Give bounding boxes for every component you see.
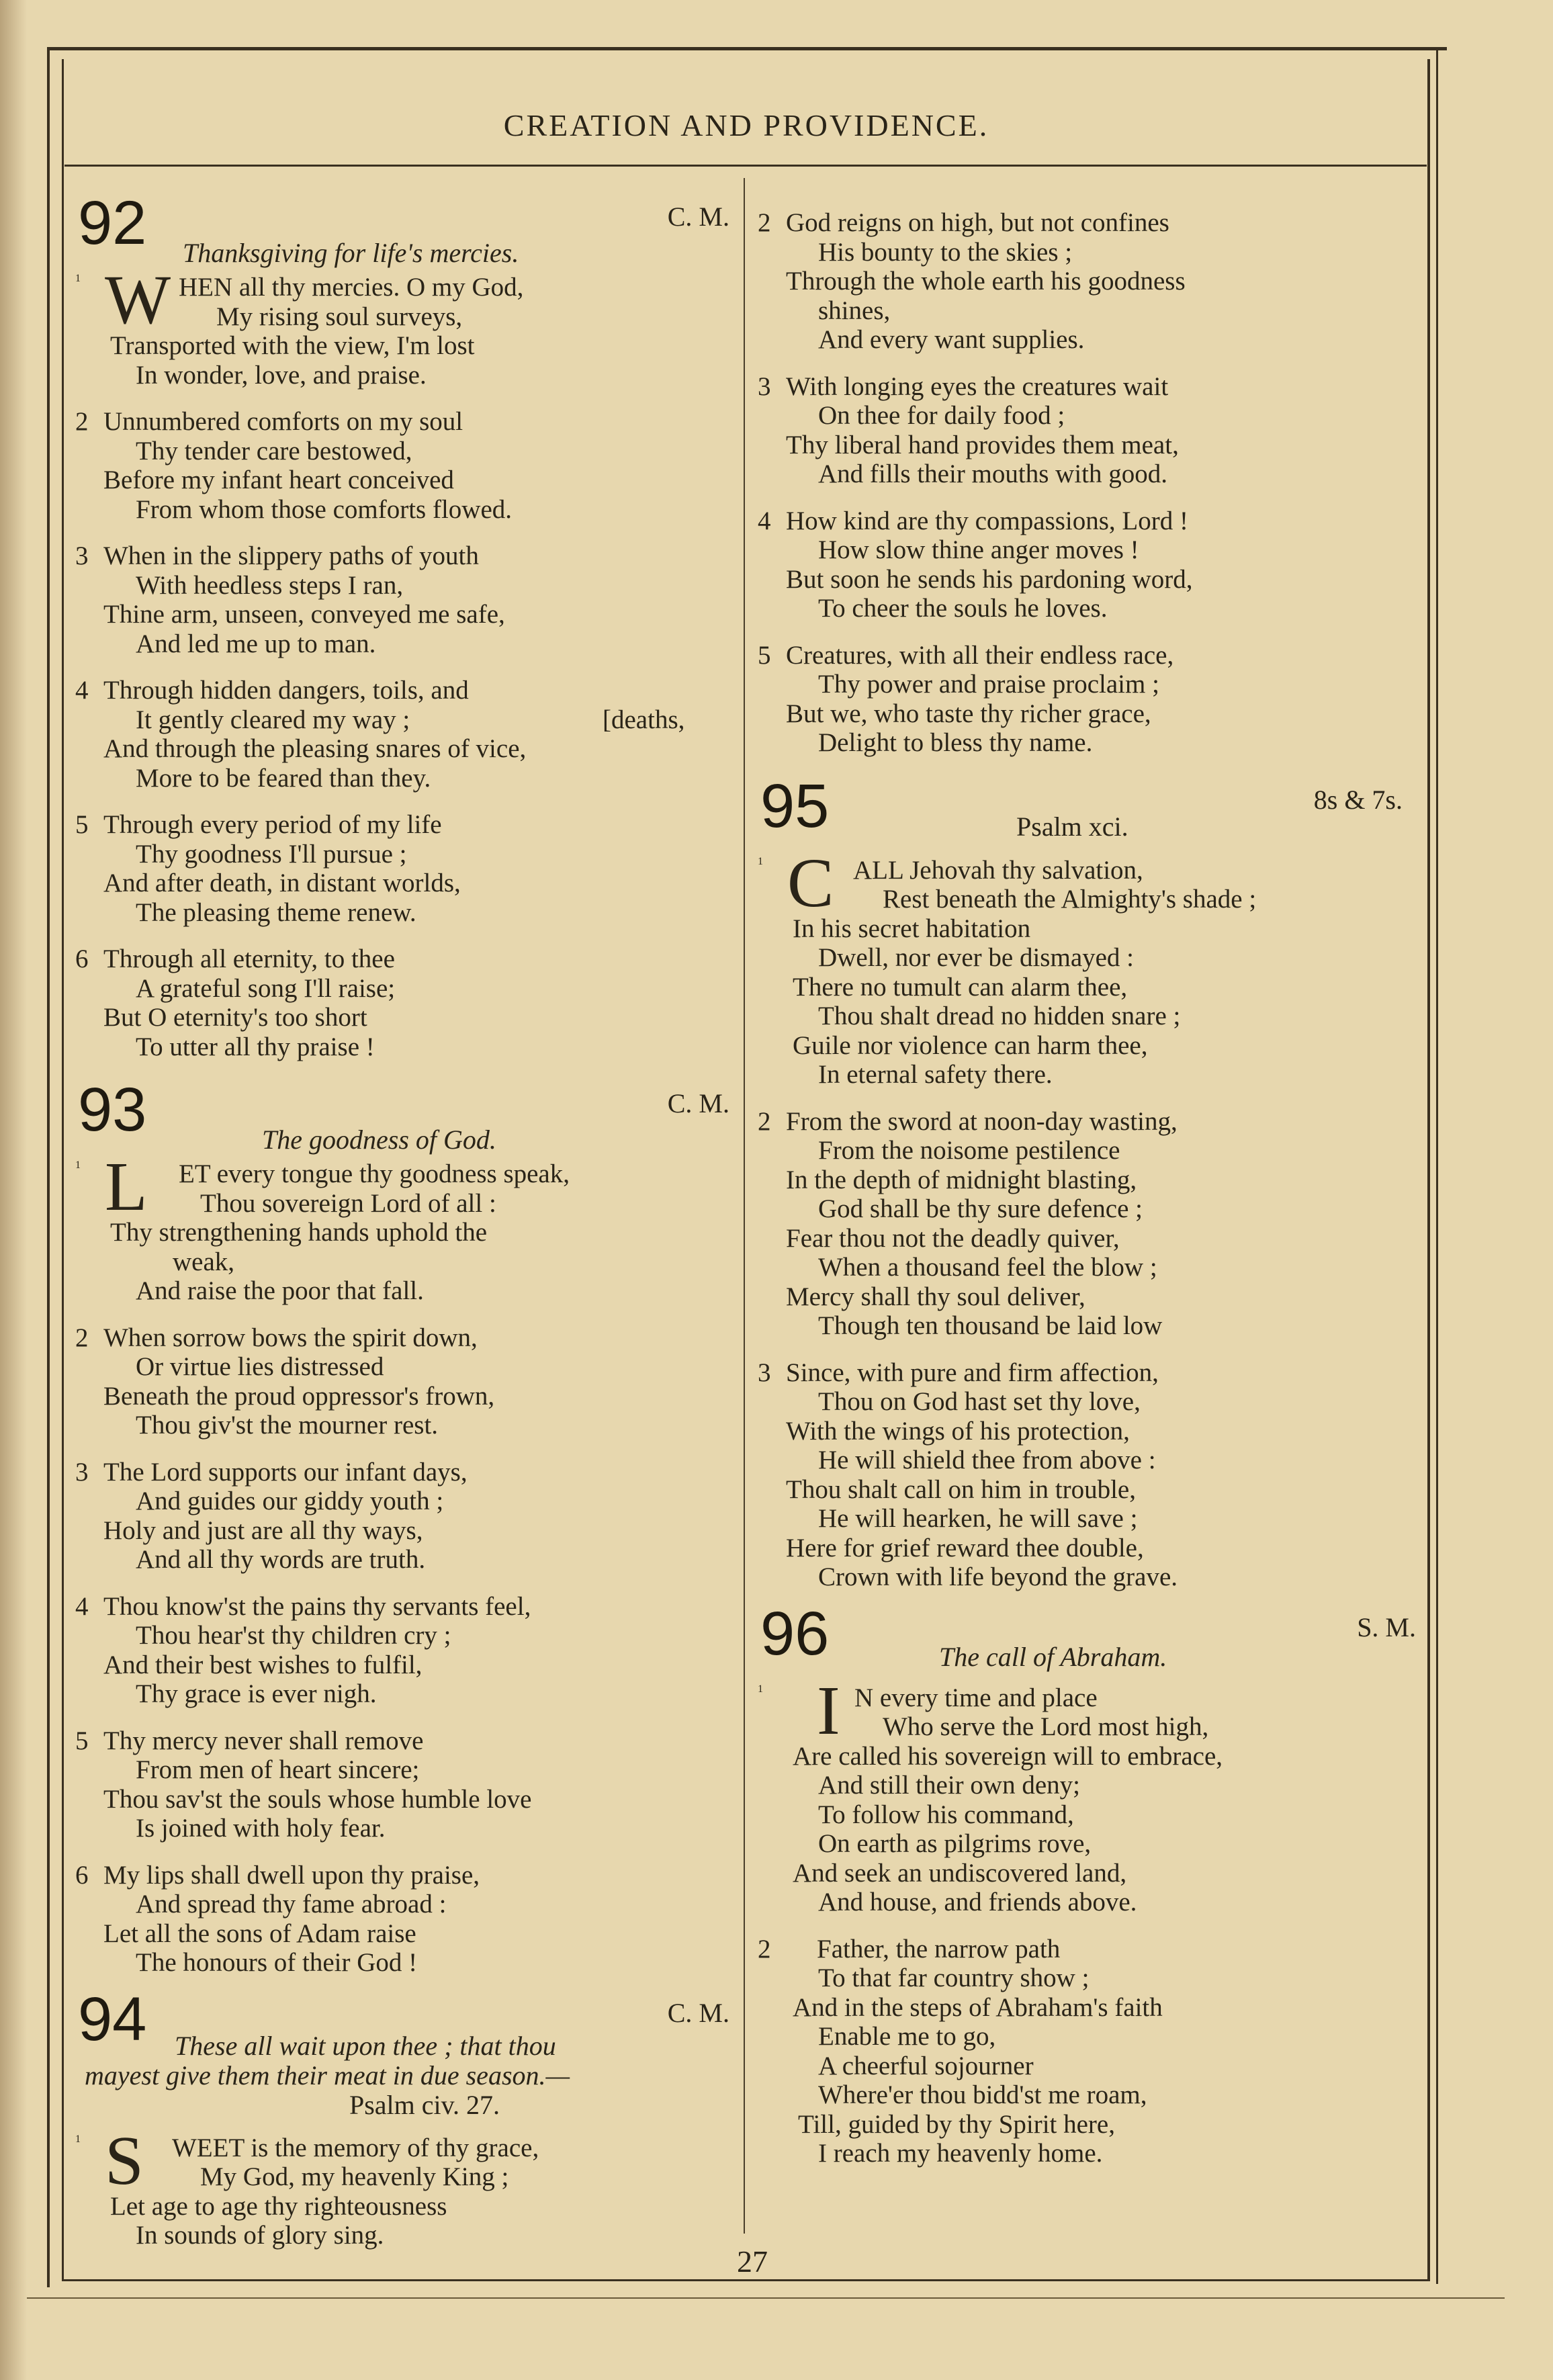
- verse-line: Where'er thou bidd'st me roam,: [818, 2080, 1147, 2109]
- verse-line: Crown with life beyond the grave.: [818, 1562, 1178, 1591]
- running-head: CREATION AND PROVIDENCE.: [503, 108, 989, 142]
- verse-line: Here for grief reward thee double,: [786, 1533, 1144, 1562]
- page-edge-stain: [0, 0, 27, 2380]
- verse-line: And their best wishes to fulfil,: [103, 1650, 423, 1679]
- stanza-number: 1: [75, 273, 81, 284]
- stanza: [75, 1148, 734, 1306]
- verse-line: To that far country show ;: [818, 1964, 1090, 1992]
- stanza: [75, 541, 734, 658]
- verse-line: And led me up to man.: [136, 629, 376, 658]
- verse-line: There no tumult can alarm thee,: [793, 972, 1128, 1002]
- stanza-number: 3: [758, 1358, 771, 1387]
- stanza: [758, 208, 1423, 355]
- verse-line: A cheerful sojourner: [818, 2051, 1034, 2080]
- verse-line: Delight to bless thy name.: [818, 728, 1093, 757]
- verse-line: Till, guided by thy Spirit here,: [798, 2109, 1115, 2139]
- verse-line: Thy mercy never shall remove: [103, 1726, 424, 1755]
- verse-line: Through hidden dangers, toils, and: [103, 676, 469, 705]
- verse-line: The pleasing theme renew.: [136, 897, 416, 927]
- stanza: [75, 1726, 734, 1843]
- verse-line: Before my infant heart conceived: [103, 466, 454, 494]
- page-number: 27: [737, 2244, 768, 2279]
- verse-line: The Lord supports our infant days,: [103, 1457, 468, 1487]
- verse-line: How kind are thy compassions, Lord !: [786, 506, 1188, 535]
- verse-line: On earth as pilgrims rove,: [818, 1829, 1092, 1858]
- verse-line: Thy grace is ever nigh.: [136, 1679, 377, 1708]
- verse-line: Thou sav'st the souls whose humble love: [103, 1784, 532, 1814]
- verse-line: Or virtue lies distressed: [136, 1352, 384, 1381]
- verse-line: Are called his sovereign will to embrace,: [793, 1741, 1223, 1771]
- hymn-header: [758, 1599, 1423, 1674]
- stanza-number: 2: [75, 407, 89, 436]
- bottom-rule: [27, 2297, 1505, 2299]
- stanza-number: 5: [75, 1726, 89, 1755]
- verse-line: My God, my heavenly King ;: [200, 2162, 509, 2191]
- verse-line: To cheer the souls he loves.: [818, 594, 1108, 623]
- stanza-number: 1: [75, 2133, 81, 2145]
- stanza-number: 4: [75, 676, 89, 705]
- verse-line: But soon he sends his pardoning word,: [786, 564, 1193, 594]
- verse-line: And all thy words are truth.: [136, 1545, 426, 1574]
- verse-line: When sorrow bows the spirit down,: [103, 1323, 478, 1352]
- verse-line: And raise the poor that fall.: [136, 1276, 424, 1305]
- verse-line: I reach my heavenly home.: [818, 2139, 1103, 2168]
- verse-line: Who serve the Lord most high,: [883, 1712, 1209, 1741]
- verse-line: In eternal safety there.: [818, 1060, 1053, 1089]
- verse-line: HEN all thy mercies. O my God,: [179, 273, 524, 302]
- verse-line: When a thousand feel the blow ;: [818, 1253, 1157, 1282]
- verse-line: weak,: [173, 1247, 235, 1276]
- hymn-header: [75, 189, 734, 268]
- stanza: [758, 1671, 1423, 1917]
- verse-line: And every want supplies.: [818, 325, 1085, 354]
- hymn-number: 93: [78, 1075, 147, 1144]
- stanza: [75, 676, 734, 793]
- verse-line: Enable me to go,: [818, 2022, 996, 2051]
- hymn-meter: C. M.: [667, 1997, 729, 2028]
- verse-line: Holy and just are all thy ways,: [103, 1515, 423, 1545]
- verse-line: His bounty to the skies ;: [818, 237, 1073, 267]
- verse-line: But we, who taste thy richer grace,: [786, 699, 1151, 728]
- verse-line-text: It gently cleared my way ;: [136, 705, 410, 734]
- verse-line: God reigns on high, but not confines: [786, 208, 1169, 237]
- verse-line: ET every tongue thy goodness speak,: [179, 1159, 570, 1188]
- verse-line: Fear thou not the deadly quiver,: [786, 1223, 1120, 1253]
- stanza-number: 1: [758, 1683, 763, 1695]
- verse-line: Thou know'st the pains thy servants feel,: [103, 1591, 531, 1621]
- hymn-94: [75, 1984, 734, 2250]
- drop-cap: I: [817, 1671, 840, 1749]
- hymn-93: [75, 1075, 734, 1978]
- verse-line: Thy goodness I'll pursue ;: [136, 839, 407, 869]
- stanza: [758, 1358, 1423, 1592]
- stanza-number: 2: [758, 1106, 771, 1136]
- stanza: [75, 1861, 734, 1978]
- hymn-epigraph: These all wait upon thee ; that thou: [175, 2030, 556, 2061]
- verse-line: Thou hear'st thy children cry ;: [136, 1621, 451, 1650]
- verse-line: Thou shalt dread no hidden snare ;: [818, 1002, 1181, 1030]
- stanza-number: 6: [75, 944, 89, 973]
- verse-line: Unnumbered comforts on my soul: [103, 407, 463, 436]
- stanza: [75, 1592, 734, 1709]
- verse-line: Thou shalt call on him in trouble,: [786, 1474, 1136, 1504]
- verse-line: God shall be thy sure defence ;: [818, 1194, 1143, 1223]
- hymn-94-continued: [758, 208, 1423, 758]
- stanza: [758, 1935, 1423, 2168]
- drop-cap: C: [787, 844, 834, 922]
- verse-line: But O eternity's too short: [103, 1003, 367, 1032]
- verse-line: Though ten thousand be laid low: [818, 1311, 1163, 1340]
- stanza-number: 2: [758, 208, 771, 237]
- stanza: [758, 1107, 1423, 1341]
- right-column: [758, 202, 1423, 2186]
- verse-line: Transported with the view, I'm lost: [110, 331, 475, 360]
- verse-line: And guides our giddy youth ;: [136, 1487, 444, 1515]
- hymn-meter: S. M.: [1357, 1612, 1416, 1642]
- verse-line: My rising soul surveys,: [216, 302, 463, 331]
- verse-line: Thou giv'st the mourner rest.: [136, 1411, 439, 1440]
- verse-line: In wonder, love, and praise.: [136, 360, 427, 390]
- hymn-95: [758, 771, 1423, 1592]
- verse-line: Guile nor violence can harm thee,: [793, 1030, 1148, 1060]
- verse-line: Thy power and praise proclaim ;: [818, 670, 1159, 699]
- drop-cap: S: [105, 2121, 144, 2199]
- hymn-title: Thanksgiving for life's mercies.: [183, 238, 519, 268]
- stanza: [758, 844, 1423, 1090]
- hymn-meter: 8s & 7s.: [1313, 784, 1403, 815]
- verse-line: And spread thy fame abroad :: [136, 1890, 447, 1919]
- verse-line: In the depth of midnight blasting,: [786, 1165, 1137, 1194]
- stanza-number: 5: [758, 640, 771, 670]
- verse-line: Creatures, with all their endless race,: [786, 640, 1174, 670]
- verse-line: Let all the sons of Adam raise: [103, 1919, 416, 1948]
- verse-line: With heedless steps I ran,: [136, 570, 404, 600]
- stanza: [758, 641, 1423, 758]
- verse-line: And through the pleasing snares of vice,: [103, 734, 527, 763]
- verse-line: With the wings of his protection,: [786, 1416, 1130, 1446]
- verse-line: Through the whole earth his goodness: [786, 267, 1186, 296]
- hymn-title: The call of Abraham.: [939, 1641, 1167, 1672]
- hymn-header: [758, 771, 1423, 846]
- verse-line: WEET is the memory of thy grace,: [172, 2133, 539, 2162]
- verse-line: Thine arm, unseen, conveyed me safe,: [103, 600, 505, 629]
- verse-line: He will hearken, he will save ;: [818, 1504, 1138, 1533]
- drop-cap: L: [105, 1148, 148, 1225]
- stanza: [75, 2121, 734, 2250]
- hymn-title: The goodness of God.: [262, 1125, 496, 1155]
- verse-line: And after death, in distant worlds,: [103, 869, 461, 897]
- hymn-92: [75, 189, 734, 1061]
- turnover-word: [deaths,: [603, 705, 685, 734]
- verse-line: Father, the narrow path: [817, 1934, 1061, 1964]
- stanza: [758, 372, 1423, 489]
- verse-line: ALL Jehovah thy salvation,: [853, 855, 1143, 885]
- verse-line: From whom those comforts flowed.: [136, 494, 513, 524]
- verse-line: Is joined with holy fear.: [136, 1814, 386, 1843]
- verse-line: Thy tender care bestowed,: [136, 436, 412, 466]
- stanza-number: 3: [758, 371, 771, 401]
- stanza: [758, 506, 1423, 623]
- verse-line: From men of heart sincere;: [136, 1755, 420, 1784]
- verse-line: Let age to age thy righteousness: [110, 2191, 447, 2221]
- verse-line: Since, with pure and firm affection,: [786, 1358, 1159, 1387]
- stanza-number: 4: [758, 506, 771, 535]
- verse-line: Thou on God hast set thy love,: [818, 1387, 1141, 1416]
- hymn-number: 92: [78, 189, 147, 257]
- verse-line: The honours of their God !: [136, 1948, 418, 1977]
- verse-line: Through all eternity, to thee: [103, 944, 395, 973]
- stanza: [75, 944, 734, 1061]
- hymn-number: 94: [78, 1984, 147, 2054]
- verse-line: To utter all thy praise !: [136, 1032, 375, 1061]
- verse-line: More to be feared than they.: [136, 763, 431, 793]
- verse-line: In sounds of glory sing.: [136, 2221, 384, 2250]
- stanza-number: 2: [758, 1934, 771, 1964]
- verse-line: Dwell, nor ever be dismayed :: [818, 943, 1135, 972]
- stanza: [75, 810, 734, 927]
- verse-line: [75, 705, 734, 735]
- verse-line: Through every period of my life: [103, 810, 442, 839]
- hymn-meter: C. M.: [667, 1088, 729, 1118]
- stanza-number: 2: [75, 1323, 89, 1352]
- drop-cap: W: [105, 261, 171, 339]
- hymn-number: 96: [760, 1599, 830, 1668]
- verse-line: From the sword at noon-day wasting,: [786, 1106, 1178, 1136]
- verse-line: When in the slippery paths of youth: [103, 541, 479, 570]
- verse-line: Thou sovereign Lord of all :: [200, 1188, 496, 1218]
- verse-line: With longing eyes the creatures wait: [786, 371, 1169, 401]
- hymn-number: 95: [760, 771, 830, 840]
- verse-line: Thy liberal hand provides them meat,: [786, 430, 1179, 459]
- stanza-number: 1: [758, 855, 763, 867]
- verse-line: Mercy shall thy soul deliver,: [786, 1282, 1085, 1311]
- stanza-number: 3: [75, 541, 89, 570]
- hymn-header: [75, 1075, 734, 1155]
- stanza: [75, 407, 734, 524]
- verse-line: My lips shall dwell upon thy praise,: [103, 1860, 480, 1890]
- verse-line: A grateful song I'll raise;: [136, 973, 396, 1003]
- verse-line: shines,: [818, 296, 891, 325]
- right-rule: [1436, 47, 1438, 2284]
- verse-line: And fills their mouths with good.: [818, 459, 1167, 488]
- verse-line: Rest beneath the Almighty's shade ;: [883, 885, 1257, 914]
- hymn-96: [758, 1599, 1423, 2168]
- scripture-reference: Psalm civ. 27.: [349, 2089, 500, 2120]
- stanza: [75, 1323, 734, 1440]
- stanza: [75, 261, 734, 390]
- stanza: [75, 1458, 734, 1575]
- stanza-number: 6: [75, 1860, 89, 1890]
- left-column: [75, 189, 734, 2268]
- stanza-number: 4: [75, 1591, 89, 1621]
- verse-line: And seek an undiscovered land,: [793, 1858, 1127, 1888]
- verse-line: To follow his command,: [818, 1800, 1074, 1829]
- stanza-number: 5: [75, 810, 89, 839]
- verse-line: In his secret habitation: [793, 914, 1031, 943]
- hymn-title: Psalm xci.: [1016, 811, 1128, 842]
- verse-line: N every time and place: [854, 1683, 1098, 1712]
- verse-line: And in the steps of Abraham's faith: [793, 1992, 1163, 2022]
- verse-line: Thy strengthening hands uphold the: [110, 1218, 488, 1247]
- column-divider: [744, 178, 745, 2234]
- hymn-meter: C. M.: [667, 202, 729, 232]
- hymn-epigraph: mayest give them their meat in due season.—: [85, 2060, 570, 2090]
- verse-line: From the noisome pestilence: [818, 1136, 1120, 1165]
- verse-line: And still their own deny;: [818, 1771, 1080, 1800]
- verse-line: He will shield thee from above :: [818, 1446, 1156, 1474]
- stanza-number: 1: [75, 1159, 81, 1171]
- verse-line: And house, and friends above.: [818, 1888, 1137, 1916]
- verse-line: How slow thine anger moves !: [818, 535, 1139, 564]
- header-rule: [64, 165, 1427, 167]
- verse-line: On thee for daily food ;: [818, 401, 1065, 430]
- stanza-number: 3: [75, 1457, 89, 1487]
- verse-line: Beneath the proud oppressor's frown,: [103, 1381, 495, 1411]
